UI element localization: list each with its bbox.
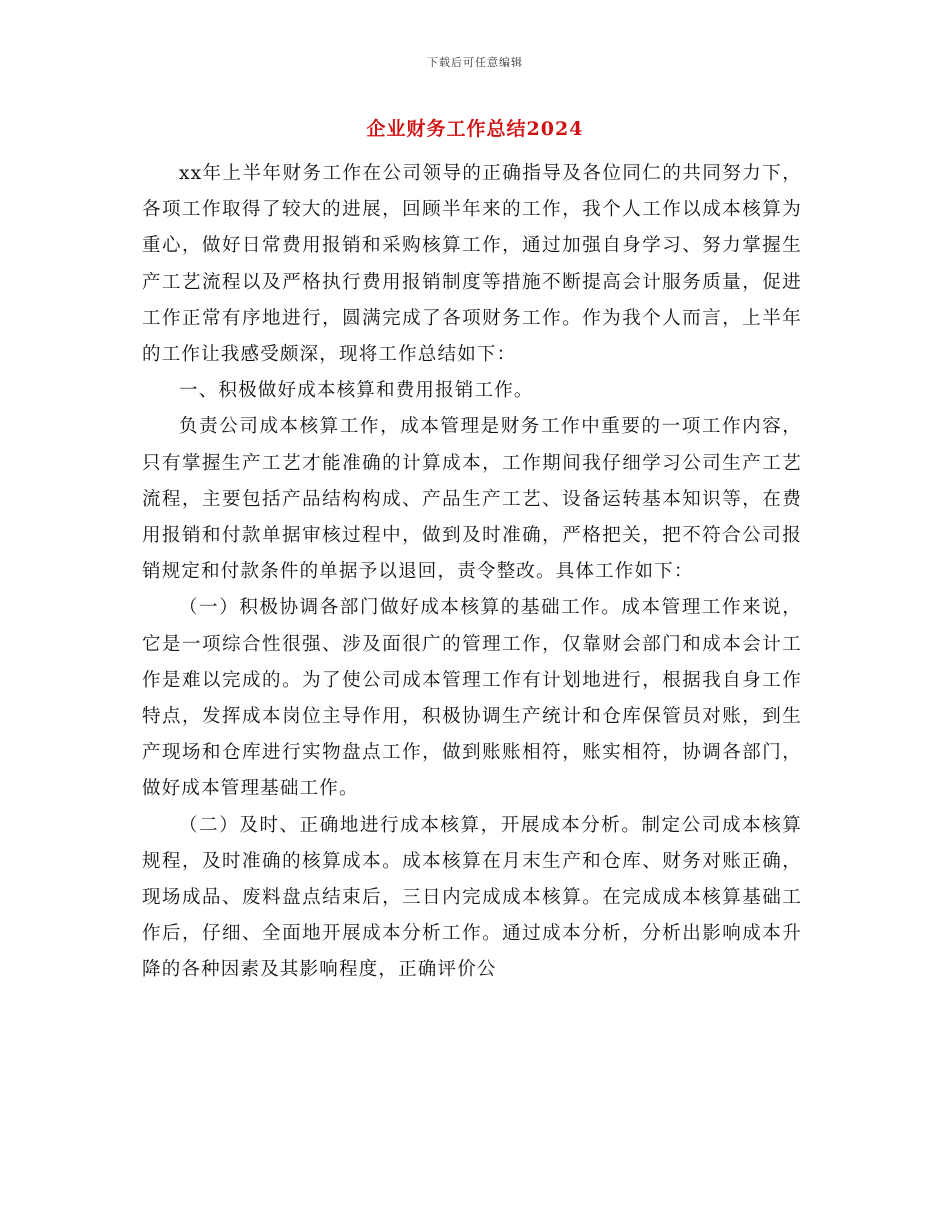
document-body bbox=[142, 156, 802, 989]
document-title: 企业财务工作总结2024 bbox=[366, 118, 584, 140]
section-heading-1: 一、积极做好成本核算和费用报销工作。 bbox=[179, 380, 534, 402]
header-note: 下载后可任意编辑 bbox=[427, 56, 523, 69]
paragraph-item-2: （二）及时、正确地进行成本核算，开展成本分析。制定公司成本核算规程，及时准确的核算成本。成本核算在月末生产和仓库、财务对账正确，现场成品、废料盘点结束后，三日内完成成本核算。在完成成本核算基础工作后，仔细、全面地开展成本分析工作。通过成本分析，分析出影响成本升降的各种因素及其影响程度，正确评价公 bbox=[142, 814, 802, 981]
paragraph-cost-accounting: 负责公司成本核算工作，成本管理是财务工作中重要的一项工作内容，只有掌握生产工艺才能准确的计算成本，工作期间我仔细学习公司生产工艺流程，主要包括产品结构构成、产品生产工艺、设备运转基本知识等，在费用报销和付款单据审核过程中，做到及时准确，严格把关，把不符合公司报销规定和付款条件的单据予以退回，责令整改。具体工作如下： bbox=[142, 416, 802, 583]
paragraph-intro: xx年上半年财务工作在公司领导的正确指导及各位同仁的共同努力下，各项工作取得了较大的进展，回顾半年来的工作，我个人工作以成本核算为重心，做好日常费用报销和采购核算工作，通过加强自身学习、努力掌握生产工艺流程以及严格执行费用报销制度等措施不断提高会计服务质量，促进工作正常有序地进行，圆满完成了各项财务工作。作为我个人而言，上半年的工作让我感受颇深，现将工作总结如下： bbox=[142, 163, 802, 366]
paragraph-item-1: （一）积极协调各部门做好成本核算的基础工作。成本管理工作来说，它是一项综合性很强、涉及面很广的管理工作，仅靠财会部门和成本会计工作是难以完成的。为了使公司成本管理工作有计划地进行，根据我自身工作特点，发挥成本岗位主导作用，积极协调生产统计和仓库保管员对账，到生产现场和仓库进行实物盘点工作，做到账账相符，账实相符，协调各部门，做好成本管理基础工作。 bbox=[142, 597, 802, 800]
